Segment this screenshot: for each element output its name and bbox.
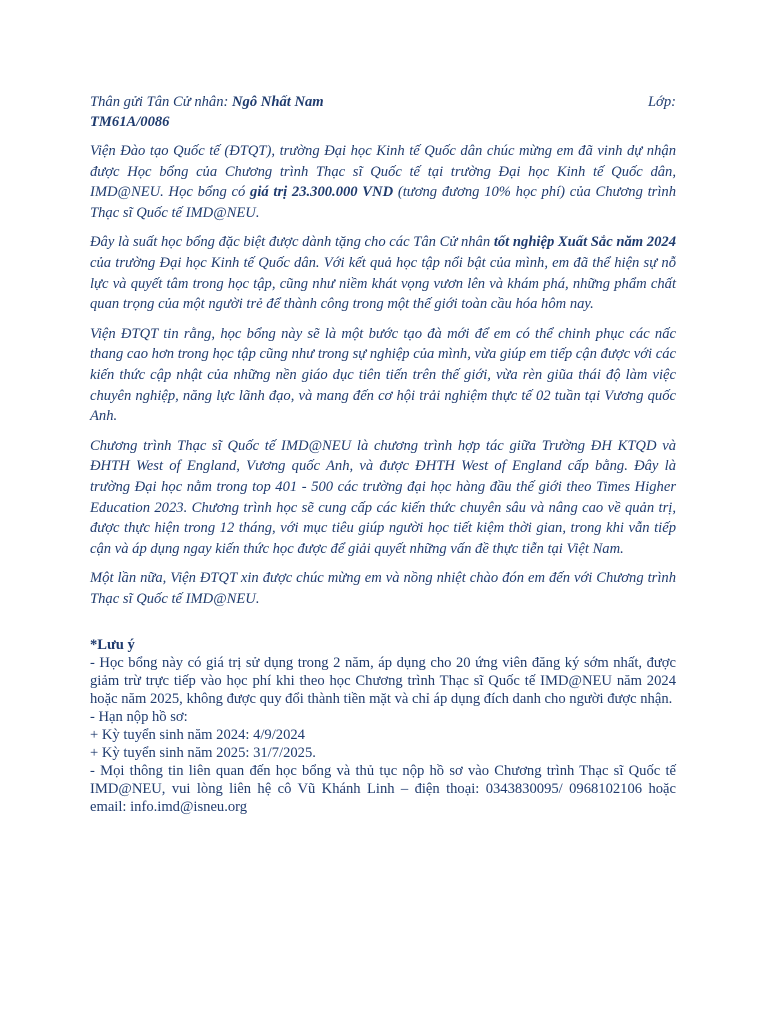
- note-section: [90, 637, 676, 816]
- note-deadline-heading: - Hạn nộp hồ sơ:: [90, 709, 188, 726]
- paragraph-1-part-1: Viện Đào tạo Quốc tế (ĐTQT), trường Đại học Kinh tế Quốc dân chúc mừng em đã vinh dự nhận được Học bổng của Chương trình Thạc sĩ Quốc tế tại trường Đại học Kinh tế Quốc dân, IMD@NEU. Học bổng có: [90, 143, 676, 201]
- graduation-honor: tốt nghiệp Xuất Sắc năm 2024: [493, 234, 676, 251]
- letter-page: [90, 92, 676, 817]
- class-label: Lớp:: [647, 94, 676, 110]
- greeting: [90, 92, 324, 112]
- paragraph-congratulation: [90, 141, 676, 223]
- paragraph-1-part-2: (tương đương 10% học phí) của Chương trình Thạc sĩ Quốc tế IMD@NEU.: [90, 184, 676, 221]
- paragraph-belief: Viện ĐTQT tin rằng, học bổng này sẽ là một bước tạo đà mới để em có thể chinh phục các nấc thang cao hơn trong học tập cũng như trong sự nghiệp của mình, vừa giúp em tiếp cận được với các kiến thức cập nhật của những nền giáo dục tiên tiến trên thế giới, vừa rèn giũa thái độ làm việc chuyên nghiệp, năng lực lãnh đạo, và mang đến cơ hội trải nghiệm thực tế 02 tuần tại Vương quốc Anh.: [90, 325, 676, 425]
- note-deadline-2025: + Kỳ tuyển sinh năm 2025: 31/7/2025.: [90, 744, 316, 761]
- paragraph-2-part-2: của trường Đại học Kinh tế Quốc dân. Với kết quả học tập nổi bật của mình, em đã thể hiện sự nỗ lực và quyết tâm trong học tập, cũng như niềm khát vọng vươn lên và khám phá, những phẩm chất quan trọng của một người trẻ để thành công trong một thế giới toàn cầu hóa hôm nay.: [90, 254, 676, 313]
- note-validity: - Học bổng này có giá trị sử dụng trong 2 năm, áp dụng cho 20 ứng viên đăng ký sớm nhất, được giảm trừ trực tiếp vào học phí khi theo học Chương trình Thạc sĩ Quốc tế IMD@NEU năm 2024 hoặc năm 2025, không được quy đổi thành tiền mặt và chỉ áp dụng đích danh cho người được nhận.: [90, 655, 676, 708]
- note-contact: - Mọi thông tin liên quan đến học bổng và thủ tục nộp hồ sơ vào Chương trình Thạc sĩ Quốc tế IMD@NEU, vui lòng liên hệ cô Vũ Khánh Linh – điện thoại: 0343830095/ 0968102106 hoặc email: info.imd@isneu.org: [90, 762, 676, 815]
- paragraph-achievement: [90, 232, 676, 314]
- note-deadline-2024: + Kỳ tuyển sinh năm 2024: 4/9/2024: [90, 727, 305, 743]
- scholarship-value: giá trị 23.300.000 VND: [250, 184, 394, 201]
- greeting-line: [90, 92, 676, 112]
- greeting-text: Thân gửi Tân Cử nhân:: [90, 94, 233, 110]
- paragraph-2-part-1: Đây là suất học bổng đặc biệt được dành tặng cho các Tân Cử nhân: [90, 234, 494, 251]
- recipient-name: Ngô Nhất Nam: [232, 94, 324, 110]
- paragraph-closing: Một lần nữa, Viện ĐTQT xin được chúc mừng em và nồng nhiệt chào đón em đến với Chương trình Thạc sĩ Quốc tế IMD@NEU.: [90, 570, 676, 607]
- class-code: TM61A/0086: [90, 114, 170, 130]
- paragraph-program: Chương trình Thạc sĩ Quốc tế IMD@NEU là chương trình hợp tác giữa Trường ĐH KTQD và ĐHTH West of England, Vương quốc Anh, và được ĐHTH West of England cấp bằng. Đây là trường Đại học nằm trong top 401 - 500 các trường đại học hàng đầu thế giới theo Times Higher Education 2023. Chương trình học sẽ cung cấp các kiến thức chuyên sâu và nâng cao về quản trị, được thực hiện trong 12 tháng, với mục tiêu giúp người học tiết kiệm thời gian, trong khi vẫn tiếp cận và áp dụng ngay kiến thức học được để giải quyết những vấn đề thực tiễn tại Việt Nam.: [90, 437, 676, 557]
- note-title: *Lưu ý: [90, 637, 135, 654]
